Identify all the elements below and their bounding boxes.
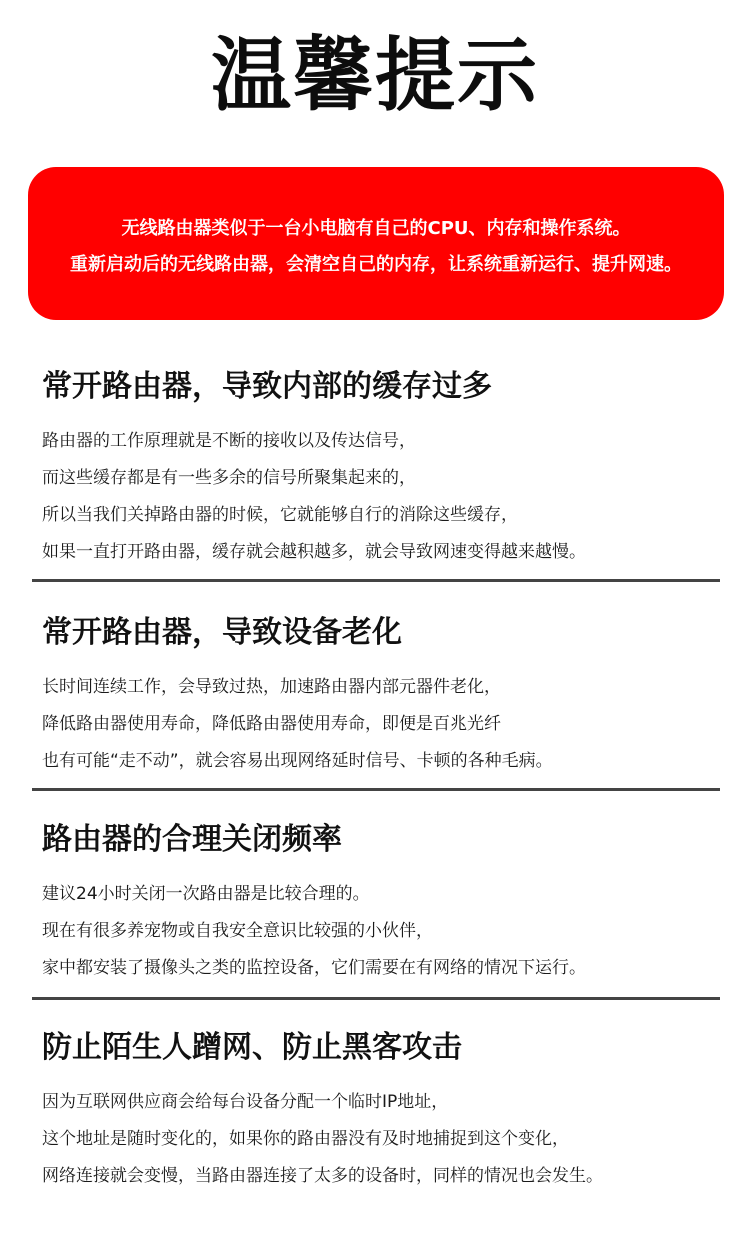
paragraph-line: 如果一直打开路由器，缓存就会越积越多，就会导致网速变得越来越慢。 — [42, 542, 586, 562]
section-security — [42, 1028, 712, 1195]
paragraph-line: 也有可能“走不动”，就会容易出现网络延时信号、卡顿的各种毛病。 — [42, 751, 553, 771]
page-title: 温馨提示 — [211, 29, 539, 122]
section-cache — [42, 367, 712, 571]
notice-line: 重新启动后的无线路由器，会清空自己的内存，让系统重新运行、提升网速。 — [70, 254, 682, 275]
paragraph-line: 长时间连续工作，会导致过热，加速路由器内部元器件老化， — [42, 677, 501, 697]
paragraph-line: 现在有很多养宠物或自我安全意识比较强的小伙伴， — [42, 921, 433, 941]
section-body — [42, 876, 712, 987]
section-body — [42, 669, 712, 780]
paragraph-line: 网络连接就会变慢，当路由器连接了太多的设备时，同样的情况也会发生。 — [42, 1166, 603, 1186]
section-aging — [42, 613, 712, 780]
paragraph-line: 这个地址是随时变化的，如果你的路由器没有及时地捕捉到这个变化， — [42, 1129, 569, 1149]
section-heading: 路由器的合理关闭频率 — [42, 822, 342, 857]
notice-line: 无线路由器类似于一台小电脑有自己的CPU、内存和操作系统。 — [121, 218, 631, 239]
paragraph-line: 因为互联网供应商会给每台设备分配一个临时IP地址， — [42, 1092, 449, 1112]
paragraph-line: 所以当我们关掉路由器的时候，它就能够自行的消除这些缓存， — [42, 505, 518, 525]
section-body — [42, 423, 712, 571]
section-heading: 常开路由器，导致设备老化 — [42, 615, 402, 650]
section-body — [42, 1084, 712, 1195]
notice-banner — [28, 167, 724, 320]
paragraph-line: 建议24小时关闭一次路由器是比较合理的。 — [42, 884, 370, 904]
paragraph-line: 降低路由器使用寿命，降低路由器使用寿命，即便是百兆光纤 — [42, 714, 501, 734]
paragraph-line: 而这些缓存都是有一些多余的信号所聚集起来的， — [42, 468, 416, 488]
section-divider — [32, 788, 720, 791]
section-divider — [32, 997, 720, 1000]
section-divider — [32, 579, 720, 582]
section-heading: 常开路由器，导致内部的缓存过多 — [42, 369, 492, 404]
section-heading: 防止陌生人蹭网、防止黑客攻击 — [42, 1030, 462, 1065]
paragraph-line: 路由器的工作原理就是不断的接收以及传达信号， — [42, 431, 416, 451]
paragraph-line: 家中都安装了摄像头之类的监控设备，它们需要在有网络的情况下运行。 — [42, 958, 586, 978]
section-frequency — [42, 820, 712, 987]
